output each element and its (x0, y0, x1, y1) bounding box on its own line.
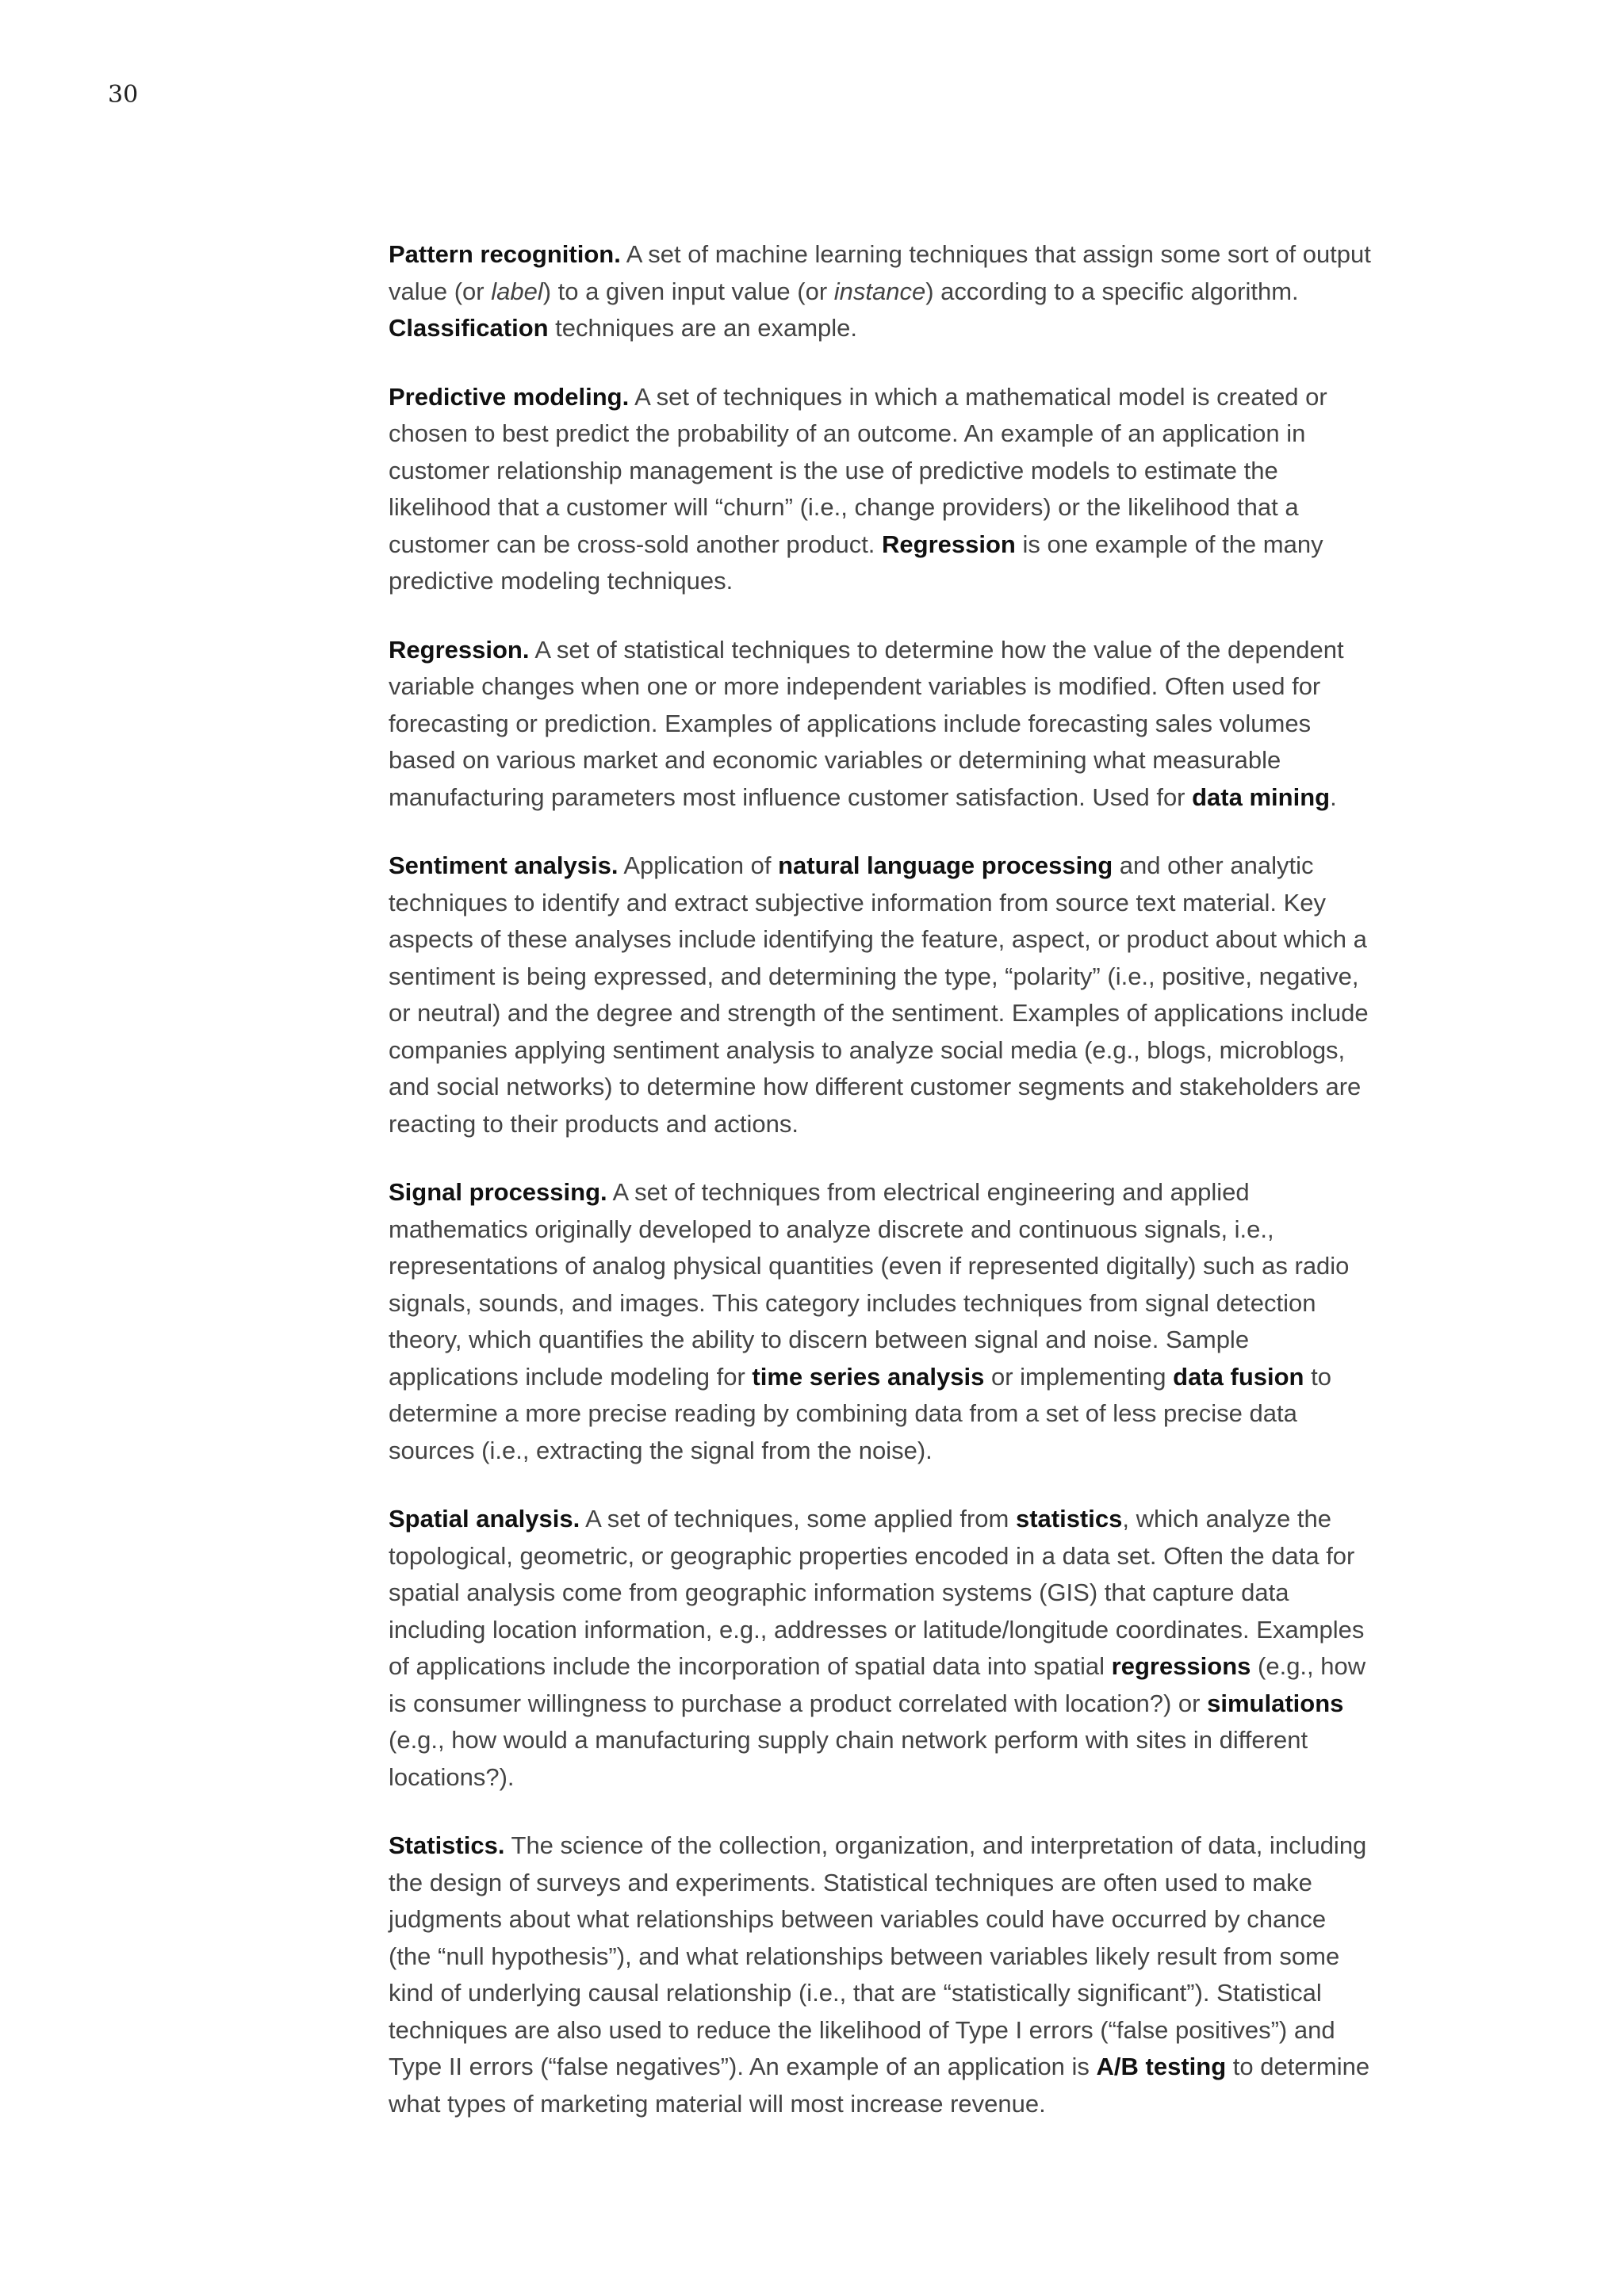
definition-text: is one example of the many predictive modeling techniques. (389, 530, 1323, 595)
cross-reference: Classification (389, 314, 549, 342)
definition-text: or implementing (984, 1362, 1174, 1391)
definition-text: The science of the collection, organization, and interpretation of data, including the design of surveys and experiments. Statistical techniques are often used to make judgments about what relationships between variables could have occurred by chance (the “null hypothesis”), and what relationships between variables likely result from some kind of underlying causal relationship (i.e., that are “statistically significant”). Statistical techniques are also used to reduce the likelihood of Type I errors (“false positives”) and Type II errors (“false negatives”). An example of an application is (389, 1831, 1367, 2080)
definition-text: A set of machine learning techniques that assign some sort of output value (or (389, 240, 1371, 305)
glossary-term: Statistics. (389, 1831, 505, 1859)
definition-text: A set of techniques, some applied from (580, 1505, 1016, 1533)
definition-text: A set of techniques from electrical engineering and applied mathematics originally developed to analyze discrete and continuous signals, i.e., representations of analog physical quantities (even if represented digitally) such as radio signals, sounds, and images. This category includes techniques from signal detection theory, which quantifies the ability to discern between signal and noise. Sample applications include modeling for (389, 1178, 1350, 1391)
glossary-term: Predictive modeling. (389, 382, 630, 411)
glossary-entry-regression (389, 632, 1372, 817)
definition-text: A set of statistical techniques to determine how the value of the dependent variable changes when one or more independent variables is modified. Often used for forecasting or prediction. Examples of applications include forecasting sales volumes based on various market and economic variables or determining what measurable manufacturing parameters most influence customer satisfaction. Used for (389, 635, 1344, 811)
cross-reference: data fusion (1173, 1362, 1304, 1391)
definition-text: ) according to a specific algorithm. (925, 277, 1299, 305)
italic-term: label (491, 277, 543, 305)
definition-text: and other analytic techniques to identify and extract subjective information from source text material. Key aspects of these analyses include identifying the feature, aspect, or product about which a sentiment is being expressed, and determining the type, “polarity” (i.e., positive, negative, or neutral) and the degree and strength of the sentiment. Examples of applications include companies applying sentiment analysis to analyze social media (e.g., blogs, microblogs, and social networks) to determine how different customer segments and stakeholders are reacting to their products and actions. (389, 851, 1369, 1138)
cross-reference: simulations (1207, 1689, 1344, 1717)
definition-text: . (1330, 783, 1337, 811)
cross-reference: natural language processing (778, 851, 1113, 879)
glossary-entry-signal-processing (389, 1174, 1372, 1469)
definition-text: ) to a given input value (or (542, 277, 834, 305)
glossary-entry-spatial-analysis (389, 1501, 1372, 1796)
definition-text: (e.g., how is consumer willingness to purchase a product correlated with location?) or (389, 1652, 1366, 1717)
glossary-entry-statistics (389, 1827, 1372, 2122)
definition-text: (e.g., how would a manufacturing supply chain network perform with sites in different locations?). (389, 1726, 1308, 1791)
definition-text: Application of (618, 851, 779, 879)
glossary-entry-sentiment-analysis (389, 848, 1372, 1142)
glossary-term: Regression. (389, 635, 530, 664)
glossary-term: Pattern recognition. (389, 240, 621, 268)
cross-reference: statistics (1015, 1505, 1123, 1533)
glossary-content (389, 236, 1372, 2154)
cross-reference: data mining (1192, 783, 1331, 811)
definition-text: A set of techniques in which a mathematical model is created or chosen to best predict the probability of an outcome. An example of an application in customer relationship management is the use of predictive models to estimate the likelihood that a customer will “churn” (i.e., change providers) or the likelihood that a customer can be cross-sold another product. (389, 382, 1327, 558)
cross-reference: A/B testing (1096, 2053, 1227, 2080)
definition-text: techniques are an example. (548, 314, 858, 342)
glossary-entry-pattern-recognition (389, 236, 1372, 347)
glossary-term: Sentiment analysis. (389, 851, 619, 879)
glossary-term: Spatial analysis. (389, 1505, 580, 1533)
definition-text: to determine a more precise reading by combining data from a set of less precise data sources (i.e., extracting the signal from the noise). (389, 1362, 1331, 1464)
italic-term: instance (833, 277, 926, 305)
cross-reference: regressions (1111, 1652, 1251, 1680)
page-number: 30 (108, 81, 139, 109)
glossary-term: Signal processing. (389, 1178, 607, 1206)
cross-reference: time series analysis (752, 1362, 985, 1391)
cross-reference: Regression (882, 530, 1016, 558)
glossary-entry-predictive-modeling (389, 379, 1372, 600)
definition-text: to determine what types of marketing material will most increase revenue. (389, 2053, 1370, 2118)
definition-text: , which analyze the topological, geometric, or geographic properties encoded in a data set. Often the data for spatial analysis come from geographic information systems (GIS) that capture data including location information, e.g., addresses or latitude/longitude coordinates. Examples of applications include the incorporation of spatial data into spatial (389, 1505, 1365, 1680)
